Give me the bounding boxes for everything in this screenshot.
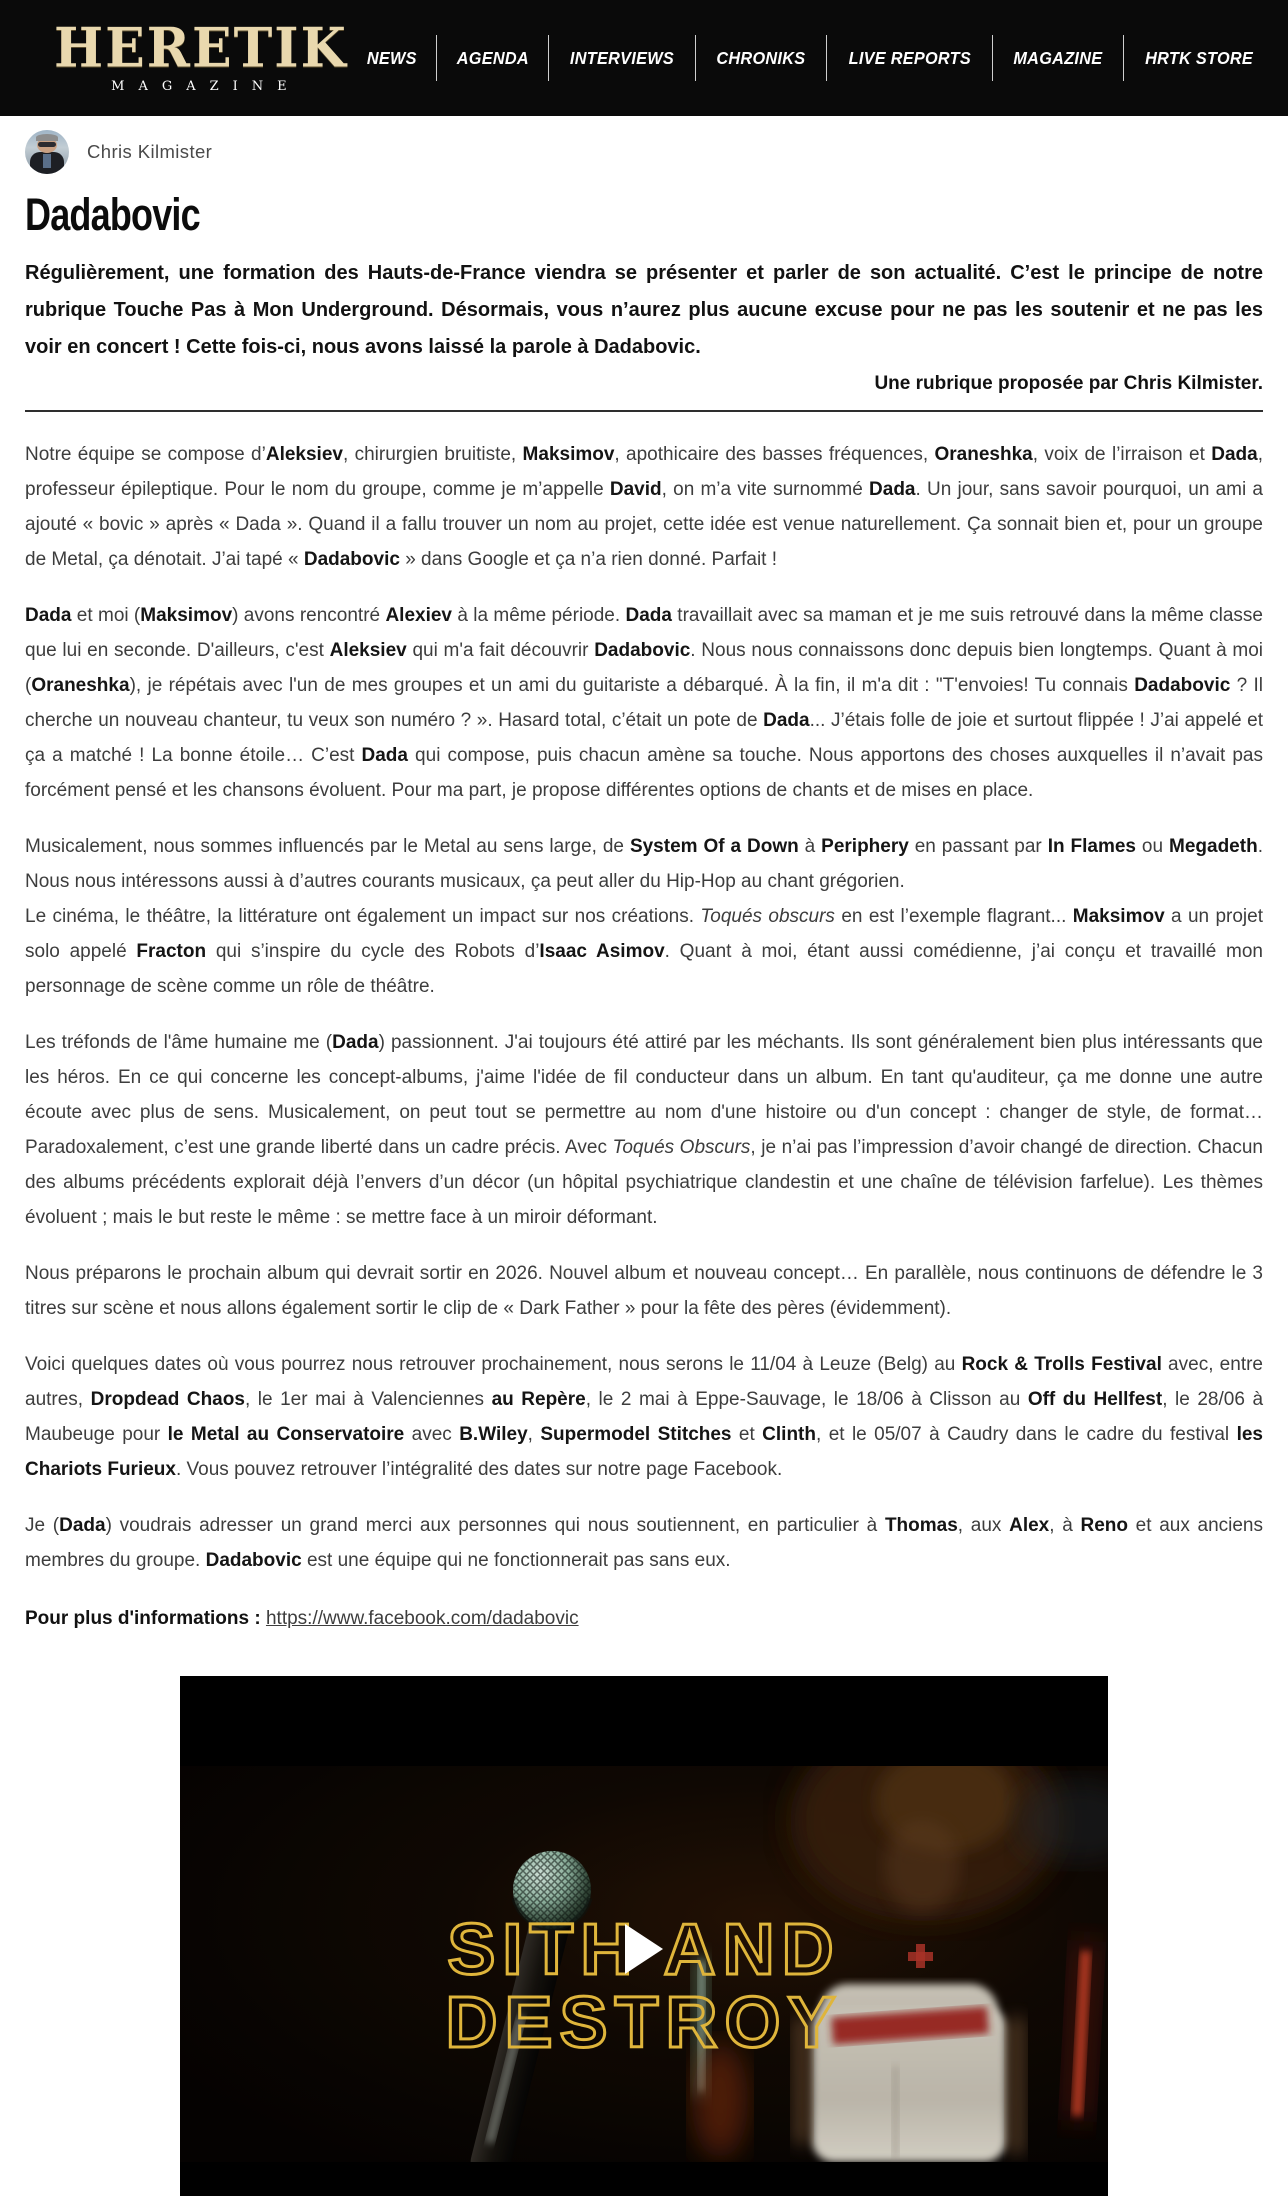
logo-heretik-wordmark: HERETIK [54, 16, 348, 80]
nav-item-interviews[interactable]: INTERVIEWS [570, 47, 675, 68]
nav-divider [436, 35, 437, 81]
nav-item-hrtk-store[interactable]: HRTK STORE [1145, 47, 1254, 68]
paragraph: Dada et moi (Maksimov) avons rencontré Alexiev à la même période. Dada travaillait avec sa maman et je me suis retrouvé dans la même classe que lui en seconde. D'ailleurs, c'est Aleksiev qui m'a fait découvrir Dadabovic. Nous nous connaissons donc depuis bien longtemps. Quant à moi (Oraneshka), je répétais avec l'un de mes groupes et un ami du guitariste a débarqué. À la fin, il m'a dit : "T'envoies! Tu connais Dadabovic ? Il cherche un nouveau chanteur, tu veux son numéro ? ». Hasard total, c’était un pote de Dada... J’étais folle de joie et surtout flippée ! J’ai appelé et ça a matché ! La bonne étoile… C’est Dada qui compose, puis chacun amène sa touche. Nous apportons des choses auxquelles il n’avait pas forcément pensé et les chansons évoluent. Pour ma part, je propose différentes options de chants et de mises en place. [25, 604, 1263, 801]
play-icon[interactable] [625, 1924, 663, 1974]
more-info-label: Pour plus d'informations : [25, 1607, 266, 1629]
author-name[interactable]: Chris Kilmister [87, 141, 213, 162]
site-logo[interactable] [54, 16, 348, 94]
nav-divider [826, 35, 827, 81]
nav-item-live-reports[interactable]: LIVE REPORTS [848, 47, 971, 68]
facebook-link[interactable]: https://www.facebook.com/dadabovic [265, 1607, 579, 1629]
article-intro: Régulièrement, une formation des Hauts-de-France viendra se présenter et parler de son actualité. C’est le principe de notre rubrique Touche Pas à Mon Underground. Désormais, vous n’aurez plus aucune excuse pour ne pas les soutenir et ne pas les voir en concert ! Cette fois-ci, nous avons laissé la parole à Dadabovic. [25, 261, 1263, 358]
article-body [25, 437, 1263, 1578]
nav-divider [992, 35, 993, 81]
nav-item-news[interactable]: NEWS [366, 47, 417, 68]
author-row [25, 128, 1263, 176]
nav-item-magazine[interactable]: MAGAZINE [1013, 47, 1103, 68]
logo-magazine-wordmark: MAGAZINE [111, 78, 301, 94]
author-avatar[interactable] [25, 130, 69, 174]
video-title-line2: DESTROY [445, 1982, 843, 2063]
nav-divider [548, 35, 549, 81]
site-header [0, 0, 1288, 116]
paragraph: Nous préparons le prochain album qui devrait sortir en 2026. Nouvel album et nouveau concept… En parallèle, nous continuons de défendre le 3 titres sur scène et nous allons également sortir le clip de « Dark Father » pour la fête des pères (évidemment). [25, 1262, 1263, 1319]
nav-divider [695, 35, 696, 81]
video-title-line1: SITH AND [447, 1909, 841, 1990]
video-embed[interactable] [180, 1676, 1108, 2196]
paragraph: Les tréfonds de l'âme humaine me (Dada) passionnent. J'ai toujours été attiré par les méchants. Ils sont généralement bien plus intéressants que les héros. En ce qui concerne les concept-albums, j'aime l'idée de fil conducteur dans un album. En tant qu'auditeur, ça me donne une autre écoute avec plus de sens. Musicalement, on peut tout se permettre au nom d'une histoire ou d'un concept : changer de style, de format… Paradoxalement, c’est une grande liberté dans un cadre précis. Avec Toqués Obscurs, je n’ai pas l’impression d’avoir changé de direction. Chacun des albums précédents explorait déjà l’envers d’un décor (un hôpital psychiatrique clandestin et une chaîne de télévision farfelue). Les thèmes évoluent ; mais le but reste le même : se mettre face à un miroir déformant. [25, 1031, 1264, 1228]
main-nav [348, 35, 1275, 81]
paragraph: Voici quelques dates où vous pourrez nous retrouver prochainement, nous serons le 11/04 à Leuze (Belg) au Rock & Trolls Festival avec, entre autres, Dropdead Chaos, le 1er mai à Valenciennes au Repère, le 2 mai à Eppe-Sauvage, le 18/06 à Clisson au Off du Hellfest, le 28/06 à Maubeuge pour le Metal au Conservatoire avec B.Wiley, Supermodel Stitches et Clinth, et le 05/07 à Caudry dans le cadre du festival les Chariots Furieux. Vous pouvez retrouver l’intégralité des dates sur notre page Facebook. [25, 1353, 1264, 1480]
nav-item-agenda[interactable]: AGENDA [456, 47, 529, 68]
paragraph: Je (Dada) voudrais adresser un grand merci aux personnes qui nous soutiennent, en particulier à Thomas, aux Alex, à Reno et aux anciens membres du groupe. Dadabovic est une équipe qui ne fonctionnerait pas sans eux. [25, 1514, 1263, 1571]
paragraph: Musicalement, nous sommes influencés par le Metal au sens large, de System Of a Down à Periphery en passant par In Flames ou Megadeth. Nous nous intéressons aussi à d’autres courants musicaux, ça peut aller du Hip-Hop au chant grégorien. Le cinéma, le théâtre, la littérature ont également un impact sur nos créations. Toqués obscurs en est l’exemple flagrant... Maksimov a un projet solo appelé Fracton qui s’inspire du cycle des Robots d’Isaac Asimov. Quant à moi, étant aussi comédienne, j’ai conçu et travaillé mon personnage de scène comme un rôle de théâtre. [25, 835, 1263, 997]
article-content [25, 128, 1263, 2196]
nav-divider [1123, 35, 1124, 81]
article-byline: Une rubrique proposée par Chris Kilmister. [874, 372, 1263, 394]
page-title: Dadabovic [25, 189, 200, 240]
section-divider [25, 410, 1263, 412]
paragraph: Notre équipe se compose d’Aleksiev, chirurgien bruitiste, Maksimov, apothicaire des basses fréquences, Oraneshka, voix de l’irraison et Dada, professeur épileptique. Pour le nom du groupe, comme je m’appelle David, on m’a vite surnommé Dada. Un jour, sans savoir pourquoi, un ami a ajouté « bovic » après « Dada ». Quand il a fallu trouver un nom au projet, cette idée est venue naturellement. Ça sonnait bien et, pour un groupe de Metal, ça dénotait. J’ai tapé « Dadabovic » dans Google et ça n’a rien donné. Parfait ! [25, 443, 1263, 570]
more-info-line [25, 1608, 1263, 1630]
nav-item-chroniks[interactable]: CHRONIKS [716, 47, 806, 68]
